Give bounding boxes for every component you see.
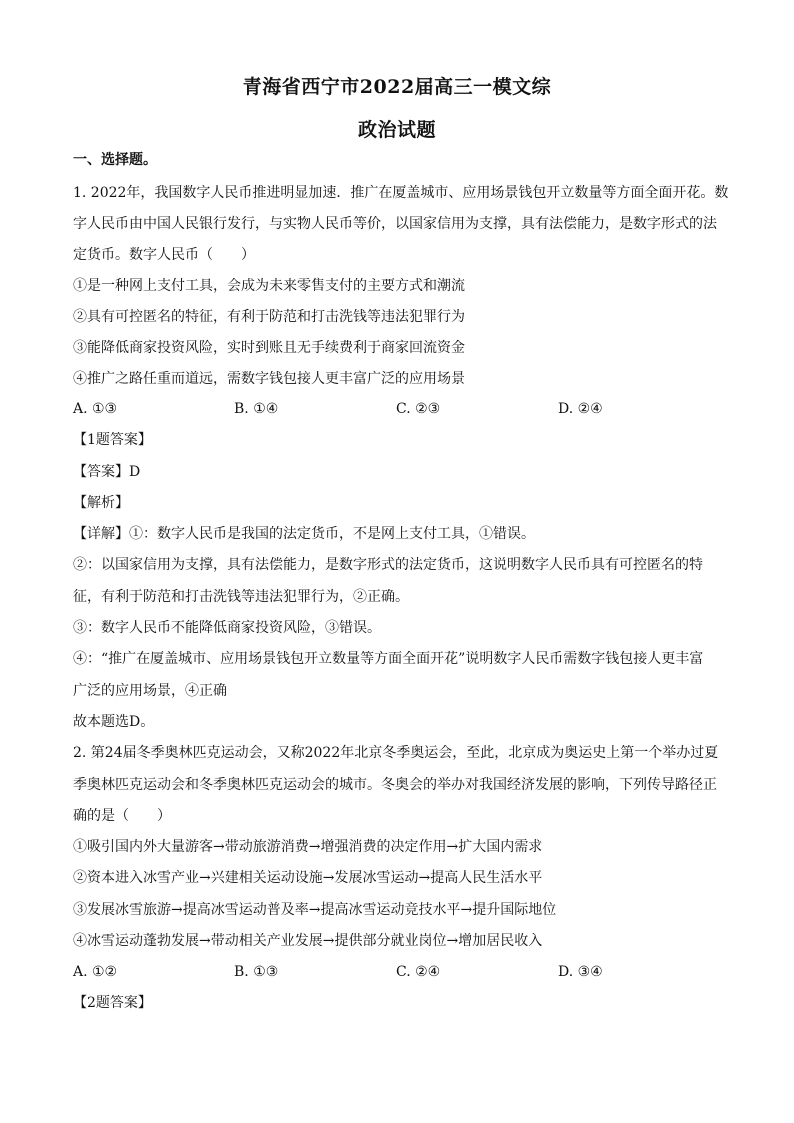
q1-option-d: D. ②④ xyxy=(558,401,603,417)
q1-statement-4: ④推广之路任重而道远，需数字钱包接人更丰富广泛的应用场景 xyxy=(73,371,465,387)
q2-statement-2: ②资本进入冰雪产业→兴建相关运动设施→发展冰雪运动→提高人民生活水平 xyxy=(73,870,543,886)
q2-option-d: D. ③④ xyxy=(558,964,603,980)
q2-option-c: C. ②④ xyxy=(396,964,441,980)
q1-analysis-line-3: 征，有利于防范和打击洗钱等违法犯罪行为，②正确。 xyxy=(73,589,409,605)
q1-answer: 【答案】D xyxy=(73,464,141,480)
q1-analysis-line-5: ④：“推广在厦盖城市、应用场景钱包开立数量等方面全面开花”说明数字人民币需数字钱包接人更丰富 xyxy=(73,651,704,667)
q2-statement-1: ①吸引国内外大量游客→带动旅游消费→增强消费的决定作用→扩大国内需求 xyxy=(73,839,543,855)
q1-stem-line-2: 字人民币由中国人民银行发行，与实物人民币等价，以国家信用为支撑，具有法偿能力，是数字形式的法 xyxy=(73,216,717,232)
q2-option-a: A. ①② xyxy=(73,964,118,980)
q2-answer-header: 【2题答案】 xyxy=(73,995,152,1011)
q1-analysis-line-7: 故本题选D。 xyxy=(73,714,155,730)
q1-option-c: C. ②③ xyxy=(396,401,441,417)
q2-option-b: B. ①③ xyxy=(234,964,279,980)
q1-statement-2: ②具有可控匿名的特征，有利于防范和打击洗钱等违法犯罪行为 xyxy=(73,309,465,325)
q1-stem-line-3: 定货币。数字人民币（ ） xyxy=(73,247,255,263)
q1-analysis-header: 【解析】 xyxy=(73,495,129,511)
document-subtitle: 政治试题 xyxy=(357,119,436,141)
q1-option-a: A. ①③ xyxy=(73,401,118,417)
q1-analysis-line-2: ②：以国家信用为支撑，具有法偿能力，是数字形式的法定货币，这说明数字人民币具有可控匿名的特 xyxy=(73,557,703,573)
q1-answer-header: 【1题答案】 xyxy=(73,432,152,448)
q1-stem-line-1: 1. 2022年，我国数字人民币推进明显加速．推广在厦盖城市、应用场景钱包开立数量等方面全面开花。数 xyxy=(73,185,729,201)
q2-statement-4: ④冰雪运动蓬勃发展→带动相关产业发展→提供部分就业岗位→增加居民收入 xyxy=(73,933,543,949)
q1-analysis-line-1: 【详解】①：数字人民币是我国的法定货币，不是网上支付工具，①错误。 xyxy=(73,526,535,542)
document-title: 青海省西宁市2022届高三一模文综 xyxy=(242,76,552,98)
q2-statement-3: ③发展冰雪旅游→提高冰雪运动普及率→提高冰雪运动竞技水平→提升国际地位 xyxy=(73,902,557,918)
section-heading: 一、选择题。 xyxy=(73,152,157,168)
q1-option-b: B. ①④ xyxy=(234,401,279,417)
q1-statement-1: ①是一种网上支付工具，会成为未来零售支付的主要方式和潮流 xyxy=(73,278,465,294)
q2-stem-line-2: 季奥林匹克运动会和冬季奥林匹克运动会的城市。冬奥会的举办对我国经济发展的影响，下列传导路径正 xyxy=(73,777,717,793)
q2-stem-line-3: 确的是（ ） xyxy=(73,808,171,824)
q1-analysis-line-4: ③：数字人民币不能降低商家投资风险，③错误。 xyxy=(73,620,381,636)
q1-statement-3: ③能降低商家投资风险，实时到账且无手续费利于商家回流资金 xyxy=(73,340,465,356)
q1-analysis-line-6: 广泛的应用场景，④正确 xyxy=(73,683,227,699)
q2-stem-line-1: 2. 第24届冬季奥林匹克运动会，又称2022年北京冬季奥运会，至此，北京成为奥运史上第一个举办过夏 xyxy=(73,745,719,761)
